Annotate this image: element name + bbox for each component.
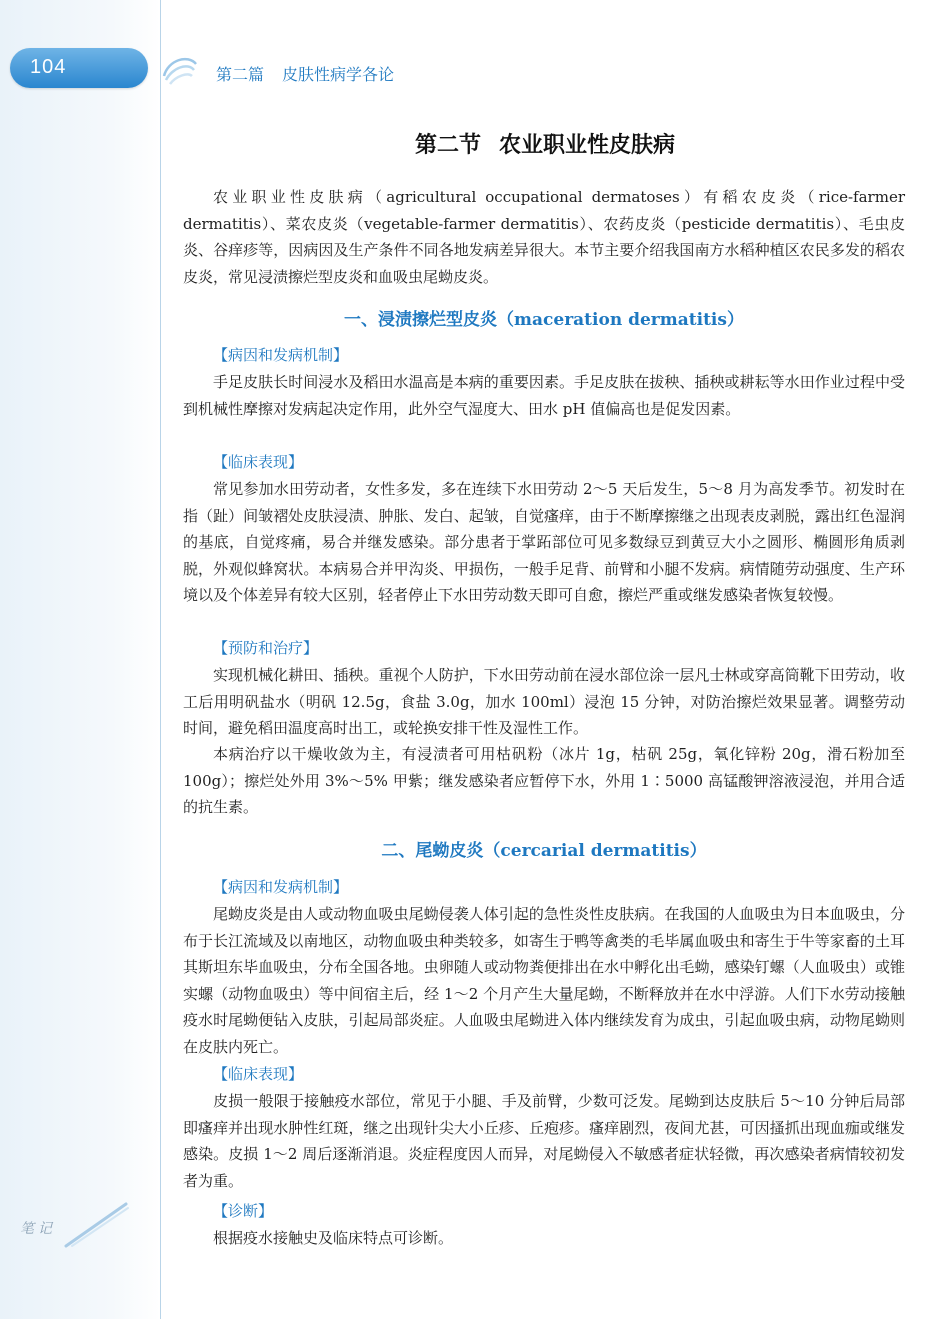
part1-prevention-label: 【预防和治疗】 <box>213 639 319 657</box>
section-title <box>0 128 950 159</box>
part1-heading: 一、浸渍擦烂型皮炎（maceration dermatitis） <box>344 310 744 330</box>
section-name: 农业职业性皮肤病 <box>499 133 676 158</box>
section-number: 第二节 <box>414 133 481 158</box>
part2-clinical-label: 【临床表现】 <box>213 1065 304 1083</box>
swirl-icon <box>158 46 202 90</box>
part1-prevention-paragraph: 实现机械化耕田、插秧。重视个人防护，下水田劳动前在浸水部位涂一层凡士林或穿高筒靴下田劳动，收工后用明矾盐水（明矾 12.5g，食盐 3.0g，加水 100ml）浸泡 15 分钟，对防治擦烂效果显著。调整劳动时间，避免稻田温度高时出工，或轮换安排干性及湿性工作。 <box>183 666 905 738</box>
part1-treatment-paragraph: 本病治疗以干燥收敛为主，有浸渍者可用枯矾粉（冰片 1g，枯矾 25g，氧化锌粉 20g，滑石粉加至 100g）；擦烂处外用 3%～5% 甲紫；继发感染者应暂停下水，外用 1∶5000 高锰酸钾溶液浸泡，并用合适的抗生素。 <box>183 745 905 817</box>
part2-diagnosis-label: 【诊断】 <box>213 1202 274 1220</box>
part2-diagnosis-paragraph: 根据疫水接触史及临床特点可诊断。 <box>213 1229 454 1247</box>
part1-clinical-label: 【临床表现】 <box>213 453 304 471</box>
running-head <box>216 62 394 85</box>
notes-label: 笔记 <box>20 1221 56 1237</box>
intro-paragraph: 农业职业性皮肤病（agricultural occupational dermatoses）有稻农皮炎（rice-farmer dermatitis）、菜农皮炎（vegetable-farmer dermatitis）、农药皮炎（pesticide dermatitis）、毛虫皮炎、谷痒疹等，因病因及生产条件不同各地发病差异很大。本节主要介绍我国南方水稻种植区农民多发的稻农皮炎，常见浸渍擦烂型皮炎和血吸虫尾蚴皮炎。 <box>183 188 905 286</box>
part2-cause-label: 【病因和发病机制】 <box>213 878 349 896</box>
part-number: 第二篇 <box>216 67 265 84</box>
part2-heading: 二、尾蚴皮炎（cercarial dermatitis） <box>381 841 707 861</box>
margin-rule <box>160 0 161 1319</box>
part1-cause-label: 【病因和发病机制】 <box>213 346 349 364</box>
part2-clinical-paragraph: 皮损一般限于接触疫水部位，常见于小腿、手及前臂，少数可泛发。尾蚴到达皮肤后 5～10 分钟后局部即瘙痒并出现水肿性红斑，继之出现针尖大小丘疹、丘疱疹。瘙痒剧烈，夜间尤甚，可因搔抓出现血痂或继发感染。皮损 1～2 周后逐渐消退。炎症程度因人而异，对尾蚴侵入不敏感者症状轻微，再次感染者病情较初发者为重。 <box>183 1092 905 1190</box>
pen-icon <box>62 1200 132 1250</box>
page-number: 104 <box>30 56 67 78</box>
part1-cause-paragraph: 手足皮肤长时间浸水及稻田水温高是本病的重要因素。手足皮肤在拔秧、插秧或耕耘等水田作业过程中受到机械性摩擦对发病起决定作用，此外空气湿度大、田水 pH 值偏高也是促发因素。 <box>183 373 905 418</box>
margin-band <box>0 0 160 1319</box>
part-title: 皮肤性病学各论 <box>282 67 395 84</box>
part2-cause-paragraph: 尾蚴皮炎是由人或动物血吸虫尾蚴侵袭人体引起的急性炎性皮肤病。在我国的人血吸虫为日本血吸虫，分布于长江流域及以南地区，动物血吸虫种类较多，如寄生于鸭等禽类的毛毕属血吸虫和寄生于牛等家畜的土耳其斯坦东毕血吸虫，分布全国各地。虫卵随人或动物粪便排出在水中孵化出毛蚴，感染钉螺（人血吸虫）或锥实螺（动物血吸虫）等中间宿主后，经 1～2 个月产生大量尾蚴，不断释放并在水中浮游。人们下水劳动接触疫水时尾蚴便钻入皮肤，引起局部炎症。人血吸虫尾蚴进入体内继续发育为成虫，引起血吸虫病，动物尾蚴则在皮肤内死亡。 <box>183 905 905 1056</box>
part1-clinical-paragraph: 常见参加水田劳动者，女性多发，多在连续下水田劳动 2～5 天后发生，5～8 月为高发季节。初发时在指（趾）间皱褶处皮肤浸渍、肿胀、发白、起皱，自觉瘙痒，由于不断摩擦继之出现表皮剥脱，露出红色湿润的基底，自觉疼痛，易合并继发感染。部分患者于掌跖部位可见多数绿豆到黄豆大小之圆形、椭圆形角质剥脱，外观似蜂窝状。本病易合并甲沟炎、甲损伤，一般手足背、前臂和小腿不发病。病情随劳动强度、生产环境以及个体差异有较大区别，轻者停止下水田劳动数天即可自愈，擦烂严重或继发感染者恢复较慢。 <box>183 480 905 605</box>
